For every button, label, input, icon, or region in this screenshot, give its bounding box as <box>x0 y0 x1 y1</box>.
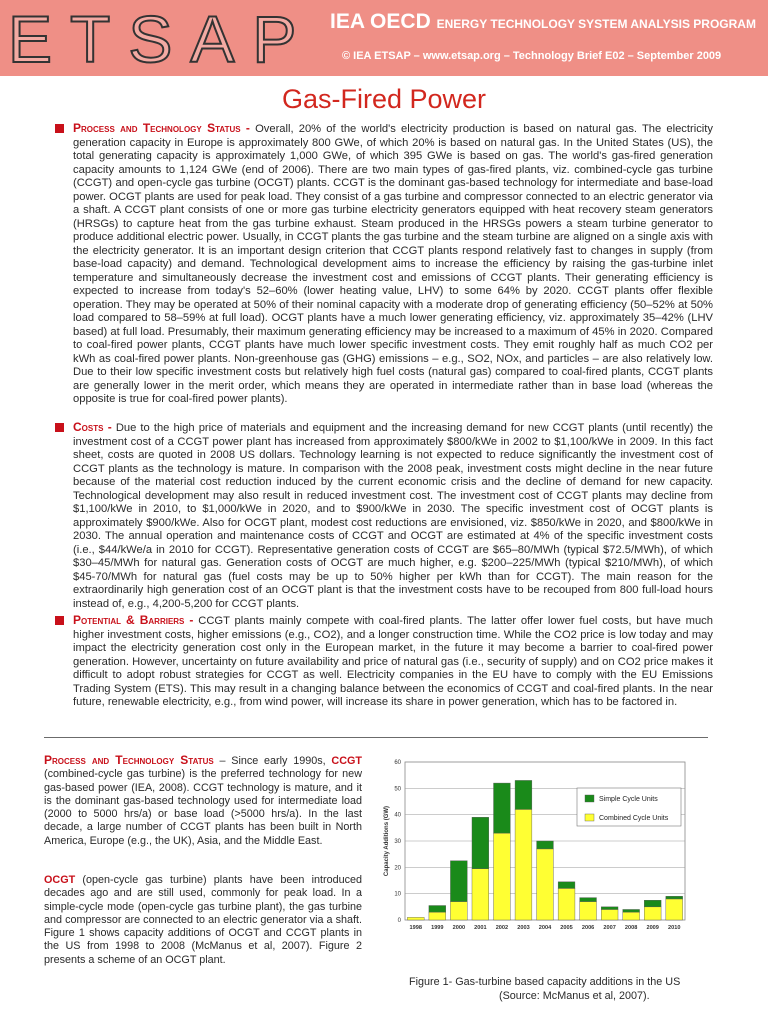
section-heading: Potential & Barriers - <box>73 613 194 627</box>
bar-combined-cycle-units <box>494 833 511 920</box>
header-banner <box>0 0 768 76</box>
body-para-1 <box>44 754 362 848</box>
section-text: CCGT plants mainly compete with coal-fired plants. The latter offer lower fuel costs, but have much higher investment costs, higher emissions (e.g., CO2), and a longer construction time. While the CO2 price is low today and may impact the electricity generation cost only in the European market, in the future it may become a barrier to coal-fired power generation. However, uncertainty on future availability and price of natural gas (i.e., security of supply) and on CO2 price makes it difficult to adopt robust strategies for CCGT as well. Electricity companies in the EU have to comply with the EU Emissions Trading System (ETS). This may result in a changing balance between the economics of CCGT and coal-fired plants. In the near future, renewable electricity, e.g., from wind power, will increase its share in power generation, which has to be factored in. <box>73 615 713 708</box>
capacity-chart-svg <box>375 752 705 970</box>
etsap-logo: ETSAP <box>8 2 315 76</box>
section-heading: Process and Technology Status - <box>73 121 250 135</box>
bar-simple-cycle-units <box>580 898 597 902</box>
caption-line-1: Figure 1- Gas-turbine based capacity additions in the US <box>409 976 681 988</box>
x-tick-label: 1998 <box>409 925 422 931</box>
bar-combined-cycle-units <box>537 849 554 920</box>
legend-swatch <box>585 795 594 802</box>
bar-combined-cycle-units <box>644 907 661 920</box>
bar-combined-cycle-units <box>558 888 575 920</box>
ocgt-term: OCGT <box>44 874 76 886</box>
bar-simple-cycle-units <box>558 882 575 889</box>
bar-simple-cycle-units <box>429 906 446 913</box>
header-org <box>330 10 756 34</box>
bar-combined-cycle-units <box>450 902 467 920</box>
page-title: Gas-Fired Power <box>281 84 487 114</box>
section-heading: Costs - <box>73 420 112 434</box>
body-text: (combined-cycle gas turbine) is the preferred technology for new gas-based power (IEA, 2008). CCGT technology is mature, and it is the dominant gas-based technology used for intermediate load (2000 to 5000 hrs/a) or base load (>5000 hrs/a). In the last decade, a large number of CCGT plants has been built in North America, Europe (e.g., the UK), Asia, and the Middle East. <box>44 768 362 847</box>
body-text: – Since early 1990s, <box>213 755 332 767</box>
section-divider <box>44 737 708 738</box>
y-axis-label: Capacity Additions (GW) <box>384 805 390 877</box>
bar-combined-cycle-units <box>666 899 683 920</box>
x-tick-label: 2005 <box>560 925 573 931</box>
bar-simple-cycle-units <box>472 817 489 868</box>
x-tick-label: 2002 <box>495 925 509 931</box>
section-text: Due to the high price of materials and equipment and the increasing demand for new CCGT plants (until recently) the investment cost of a CCGT power plant has increased from approximately $800/kWe in 2002 to $1,100/kWe in 2009. In this fact sheet, costs are quoted in 2008 US dollars. Technology learning is not expected to reduce significantly the investment cost of CCGT plants as the technology is mature. In comparison with the 2008 peak, investment costs might decline in the near future because of the material cost reduction induced by the current economic crisis and the decline of demand for new capacity. Technological development may also result in reduced investment cost. The investment cost of CCGT plants may decline from $1,100/kWe in 2010, to $1,000/kWe in 2020, and to $900/kWe in 2030. The specific investment cost of OCGT plants is approximately $900/kWe. Also for OCGT plant, modest cost reductions are envisioned, viz. $850/kWe in 2020, and $800/kWe in 2030. The annual operation and maintenance costs of CCGT and OCGT are estimated at 4% of the specific investment costs (i.e., $44/kWe/a in 2010 for CCGT). Representative generation costs of CCGT are $65–80/MWh (typical $72.5/MWh), of which $30–45/MWh for natural gas. Generation costs of OCGT are much higher, e.g. $200–225/MWh (typical $210/MWh), of which $45-70/MWh for natural gas (fuel costs may be up to 50% higher per kWh than for CCGT). The main reason for the extraordinarily high generation cost of an OCGT plant is that the investment costs have to be recouped from 800 full-load hours instead of, e.g., 4,200-5,200 for CCGT plants. <box>73 422 713 610</box>
bar-combined-cycle-units <box>472 869 489 920</box>
y-tick-label: 20 <box>394 865 401 872</box>
summary-barriers <box>73 614 713 710</box>
x-tick-label: 2001 <box>474 925 487 931</box>
y-tick-label: 30 <box>394 839 401 845</box>
bar-combined-cycle-units <box>623 912 640 920</box>
bar-combined-cycle-units <box>601 909 618 920</box>
bar-simple-cycle-units <box>666 896 683 899</box>
caption-line-2: (Source: McManus et al, 2007). <box>499 989 650 1002</box>
y-tick-label: 50 <box>394 786 401 793</box>
bar-simple-cycle-units <box>537 841 554 849</box>
bullet-icon <box>55 423 64 432</box>
x-tick-label: 2006 <box>581 925 595 931</box>
x-tick-label: 2010 <box>668 925 681 931</box>
summary-costs <box>73 421 713 611</box>
header-byline: © IEA ETSAP – www.etsap.org – Technology Brief E02 – September 2009 <box>342 50 722 62</box>
body-text: (open-cycle gas turbine) plants have been introduced decades ago and are still used, commonly for peak load. In a simple-cycle mode (open-cycle gas turbine plant), the gas turbine and compressor are connected to an electric generator via a shaft. Figure 1 shows capacity additions of OCGT and CCGT plants in the US from 1998 to 2008 (McManus et al, 2007). Figure 2 presents a scheme of an OCGT plant. <box>44 874 362 966</box>
legend-label: Combined Cycle Units <box>599 815 669 822</box>
bar-simple-cycle-units <box>644 900 661 907</box>
x-tick-label: 2000 <box>452 925 466 931</box>
y-tick-label: 10 <box>394 891 401 898</box>
capacity-chart <box>375 752 705 970</box>
bar-combined-cycle-units <box>580 902 597 920</box>
summary-process <box>73 122 713 407</box>
legend-swatch <box>585 814 594 821</box>
body-para-2 <box>44 874 362 967</box>
program-name: ENERGY TECHNOLOGY SYSTEM ANALYSIS PROGRAM <box>436 17 756 31</box>
org-name: IEA OECD <box>330 10 431 33</box>
section-text: Overall, 20% of the world's electricity production is based on natural gas. The electricity generation capacity in Europe is approximately 800 GWe, of which 20% is based on natural gas. In the United States (US), the total generating capacity is approximately 1,000 GWe, of which 395 GWe is based on gas. The world's gas-fired generation capacity amounts to 1,124 GWe (end of 2006). There are two main types of gas-fired plants, viz. combined-cycle gas turbine (CCGT) and open-cycle gas turbine (OCGT) plants. CCGT is the dominant gas-based technology for intermediate and base-load power. OCGT plants are used for peak load. They consist of a gas turbine and compressor connected to an electric generator via a shaft. A CCGT plant consists of one or more gas turbine electricity generators equipped with heat recovery steam generators (HRSGs) to capture heat from the gas turbine exhaust. Steam produced in the HRSGs powers a steam turbine generator to produce additional electric power. Usually, in CCGT plants the gas turbine and the steam turbine are aligned on a single axis with the electricity generator. It is an important design criterion that CCGT plants respond relatively fast to changes in supply (from base-load capacity) and demand. Technological development aims to increase the efficiency by raising the gas-turbine inlet temperature and simultaneously decrease the investment cost and emissions of CCGT plants. Their generating efficiency is expected to increase from today's 52–60% (lower heating value, LHV) to some 64% by 2020. CCGT plants offer flexible operation. They may be operated at 50% of their nominal capacity with a moderate drop of generating efficiency (50–52% at 50% load compared to 58–59% at full load). OCGT plants have a much lower generating efficiency, viz. approximately 35–42% (LHV based) at full load. Presumably, their maximum generating efficiency may be increased to a maximum of 45% in 2020. Compared to coal-fired power plants, CCGT plants have much lower specific investment costs. They emit roughly half as much CO2 per kWh as coal-fired power plants. Non-greenhouse gas (GHG) emissions – e.g., SO2, NOx, and particles – are also relatively low. Due to their low specific investment costs but relatively high fuel costs (natural gas) compared to coal-fired plants, CCGT plants are generally lower in the merit order, which means they are operated in intermediate rather than in base load (whereas the opposite is true for coal-fired power plants). <box>73 123 713 405</box>
y-tick-label: 0 <box>397 918 401 924</box>
x-tick-label: 2007 <box>603 925 616 931</box>
bar-simple-cycle-units <box>623 909 640 912</box>
y-tick-label: 40 <box>394 812 401 819</box>
x-tick-label: 1999 <box>431 925 444 931</box>
bar-simple-cycle-units <box>450 861 467 902</box>
bar-combined-cycle-units <box>429 912 446 920</box>
y-tick-label: 60 <box>394 760 401 766</box>
bullet-icon <box>55 616 64 625</box>
bar-simple-cycle-units <box>515 780 532 809</box>
x-tick-label: 2008 <box>624 925 638 931</box>
x-tick-label: 2009 <box>646 925 659 931</box>
x-tick-label: 2004 <box>538 925 552 931</box>
figure-caption <box>409 976 709 1003</box>
x-tick-label: 2003 <box>517 925 530 931</box>
bar-simple-cycle-units <box>494 783 511 833</box>
bar-simple-cycle-units <box>601 907 618 910</box>
body-heading: Process and Technology Status <box>44 753 214 767</box>
legend-label: Simple Cycle Units <box>599 796 658 803</box>
ccgt-term: CCGT <box>331 755 362 767</box>
bar-combined-cycle-units <box>407 917 424 920</box>
bar-combined-cycle-units <box>515 809 532 920</box>
bullet-icon <box>55 124 64 133</box>
